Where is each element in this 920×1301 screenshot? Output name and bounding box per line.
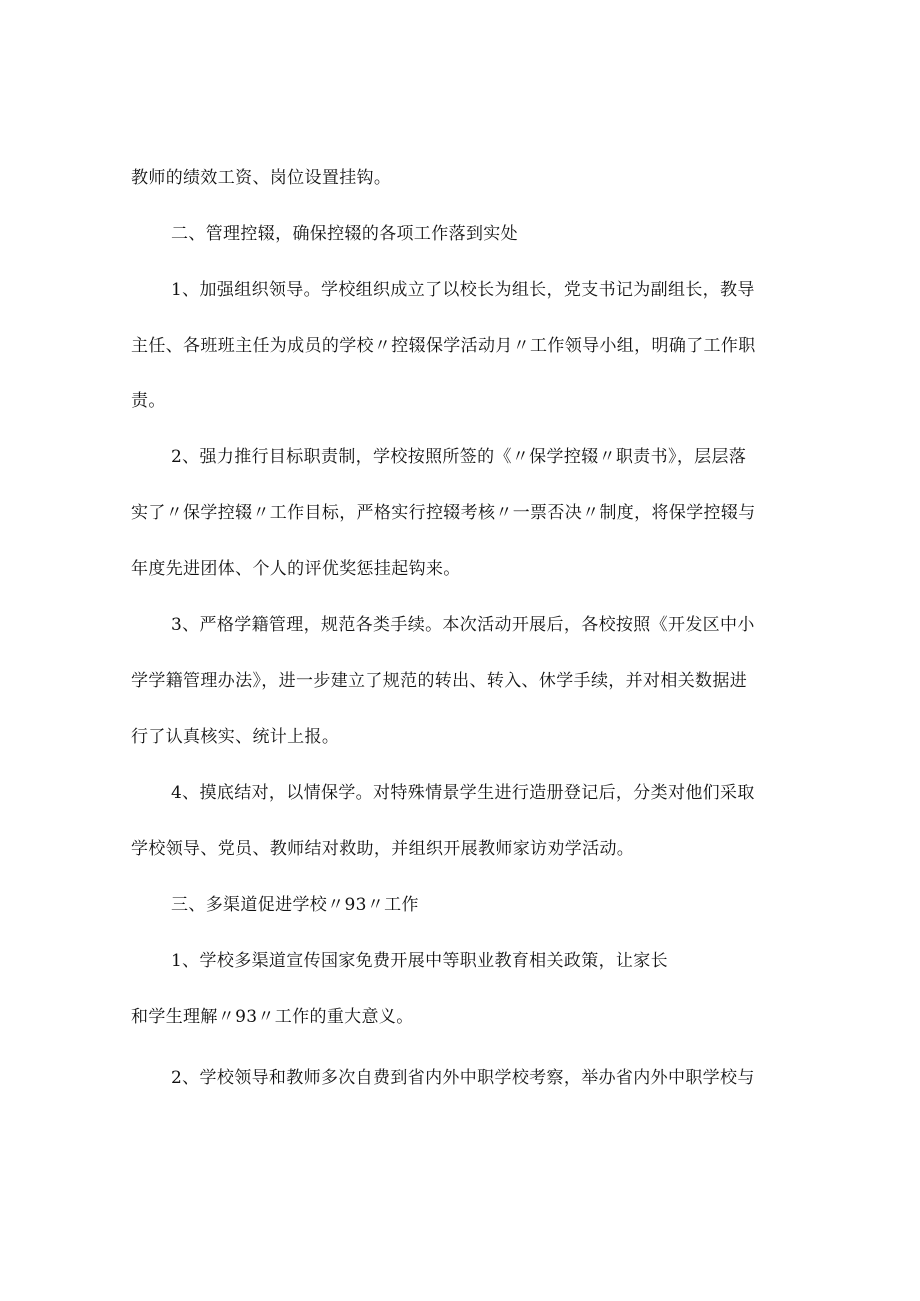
paragraph-2-1-line-2: 主任、各班班主任为成员的学校〃控辍保学活动月〃工作领导小组，明确了工作职 <box>131 336 756 356</box>
paragraph-2-3-line-3: 行了认真核实、统计上报。 <box>131 727 340 747</box>
paragraph-3-2-line-1: 2、学校领导和教师多次自费到省内外中职学校考察，举办省内外中职学校与 <box>171 1068 755 1088</box>
paragraph-2-3-line-2: 学学籍管理办法》，进一步建立了规范的转出、转入、休学手续，并对相关数据进 <box>131 671 748 691</box>
paragraph-2-3-line-1: 3、严格学籍管理，规范各类手续。本次活动开展后，各校按照《开发区中小 <box>171 615 755 635</box>
paragraph-2-2-line-2: 实了〃保学控辍〃工作目标，严格实行控辍考核〃一票否决〃制度，将保学控辍与 <box>131 503 756 523</box>
paragraph-2-2-line-3: 年度先进团体、个人的评优奖惩挂起钩来。 <box>131 559 461 579</box>
section-heading-2: 二、管理控辍，确保控辍的各项工作落到实处 <box>171 224 518 244</box>
paragraph-3-1-line-1: 1、学校多渠道宣传国家免费开展中等职业教育相关政策，让家长 <box>171 951 668 971</box>
paragraph-2-4-line-1: 4、摸底结对，以情保学。对特殊情景学生进行造册登记后，分类对他们采取 <box>171 783 755 803</box>
section-heading-3: 三、多渠道促进学校〃93〃工作 <box>171 895 419 915</box>
paragraph-2-1-line-3: 责。 <box>131 391 166 411</box>
paragraph-2-4-line-2: 学校领导、党员、教师结对救助，并组织开展教师家访劝学活动。 <box>131 839 635 859</box>
paragraph-2-1-line-1: 1、加强组织领导。学校组织成立了以校长为组长，党支书记为副组长，教导 <box>171 280 755 300</box>
text-line-continuation: 教师的绩效工资、岗位设置挂钩。 <box>131 168 392 188</box>
paragraph-3-1-line-2: 和学生理解〃93〃工作的重大意义。 <box>131 1007 414 1027</box>
paragraph-2-2-line-1: 2、强力推行目标职责制，学校按照所签的《〃保学控辍〃职责书》，层层落 <box>171 447 747 467</box>
